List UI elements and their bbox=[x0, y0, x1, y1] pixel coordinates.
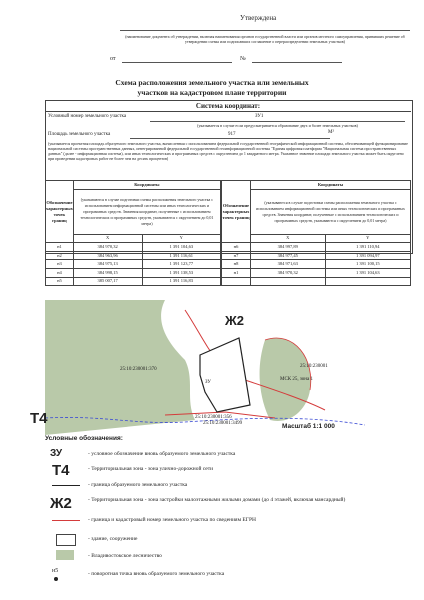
table-row: н4 384 998,15 1 391 138,53 bbox=[46, 268, 221, 277]
col-y: Y bbox=[142, 234, 220, 243]
legend-symbol-zh2: Ж2 bbox=[50, 495, 72, 512]
number-line bbox=[252, 62, 342, 63]
legend-item: - граница образуемого земельного участка bbox=[88, 482, 188, 488]
doc-title-line1: Схема расположения земельного участка или земельных bbox=[115, 78, 309, 87]
cadastral-number-3: 25:10:230001:3499 bbox=[203, 421, 243, 426]
cadastral-number-2: 25:10:230001:356 bbox=[195, 415, 232, 420]
table-row: н6 384 997,89 1 391 110,94 bbox=[222, 243, 411, 252]
table-row: н7 384 977,45 1 391 094,97 bbox=[222, 251, 411, 260]
parcel-border-symbol bbox=[52, 485, 80, 486]
legend-item: - Территориальная зона - зона застройки малоэтажными жилыми домами (до 4 этажей, включая мансардный) bbox=[88, 497, 346, 503]
col-x: X bbox=[251, 234, 326, 243]
area-label: Площадь земельного участка bbox=[48, 132, 111, 137]
legend-item: - поворотная точка вновь образуемого земельного участка bbox=[88, 571, 225, 577]
from-line bbox=[122, 62, 232, 63]
doc-title-line2: участков на кадастровом плане территории bbox=[137, 88, 287, 97]
col-point-header: Обозначение характерных точек границ bbox=[46, 181, 74, 243]
system-header: Система координат: bbox=[195, 102, 261, 110]
approval-line bbox=[120, 30, 410, 31]
legend-item: - граница и кадастровый номер земельного участка по сведениям ЕГРН bbox=[88, 517, 257, 523]
scale-label: Масштаб 1:1 000 bbox=[282, 423, 335, 430]
col-x: X bbox=[73, 234, 142, 243]
building-symbol bbox=[56, 534, 76, 546]
map-label-t4: Т4 bbox=[30, 410, 48, 427]
approval-note: (наименование документа об утверждении, включая наименования органов государственной власти или органов местного самоуправления, принявших решение об утверждении схемы или подписавших соглашение о перераспределении земельных участков) bbox=[125, 34, 405, 44]
legend-symbol-zu: ЗУ bbox=[50, 448, 63, 459]
parcel-label: Условный номер земельного участка bbox=[48, 114, 127, 119]
area-value: 917 bbox=[228, 132, 236, 137]
table-row bbox=[222, 277, 411, 286]
table-row: н2 384 963,96 1 391 116,61 bbox=[46, 251, 221, 260]
col-coords-header: Координаты bbox=[73, 181, 220, 190]
number-label: № bbox=[240, 56, 246, 62]
cadastral-map bbox=[45, 300, 365, 435]
table-row: н3 384 975,13 1 391 123,77 bbox=[46, 260, 221, 269]
table-row: н1 384 970,32 1 391 104,63 bbox=[46, 243, 221, 252]
parcel-zu-polygon bbox=[200, 338, 250, 412]
legend-item: - здание, сооружение bbox=[88, 536, 138, 542]
from-label: от bbox=[110, 56, 116, 62]
quarter-number: 25:10:230001 bbox=[300, 364, 328, 369]
parcel-note: (указывается в случае если предусматривается образование двух и более земельных участков) bbox=[197, 123, 358, 128]
forest-symbol bbox=[56, 550, 74, 560]
col-coords-header: Координаты bbox=[251, 181, 411, 190]
egrn-border-symbol bbox=[52, 520, 80, 521]
legend-symbol-point: н5 bbox=[52, 568, 59, 574]
map-label-zh2: Ж2 bbox=[225, 313, 244, 328]
legend-symbol-t4: Т4 bbox=[52, 462, 70, 479]
legend-item: - Территориальная зона - зона улично-дорожной сети bbox=[88, 466, 214, 472]
col-desc: (указываются в случае подготовки схемы расположения земельного участка с использованием информационной системы или иных технологических и программных средств. Значения координат, полученные с использованием технологических и программных средств, указываются с округлением до 0,01 метра) bbox=[73, 189, 220, 234]
legend-item: - Владивостокское лесничество bbox=[88, 553, 162, 559]
table-row: н1 384 970,32 1 391 104,63 bbox=[222, 268, 411, 277]
col-desc: (указываются в случае подготовки схемы расположения земельного участка с использованием информационной системы или иных технологических и программных средств. Значения координат, полученные с использованием технологических и программных средств, указываются с округлением до 0,01 метра) bbox=[251, 189, 411, 234]
area-note: (указывается проектная площадь образуемого земельного участка, вычисленная с использованием федеральной государственной географической информационной системы, обеспечивающей функционирование национальной системы пространственных данных, интегрированной федеральной государственной геоинформационной системы "Единая цифровая платформа "Национальная система пространственных данных" (далее - информационная система), или иных технологических и программных средств с округлением до 1 квадратного метра. Указанное значение площади земельного участка может быть округлено при проведении кадастровых работ не более чем на десять процентов) bbox=[48, 141, 408, 161]
coords-table-left bbox=[45, 180, 221, 286]
cadastral-number-1: 25:10:230001:370 bbox=[120, 367, 157, 372]
col-point-header: Обозначение характерных точек границ bbox=[222, 181, 251, 243]
turn-point-icon bbox=[54, 577, 58, 581]
coords-table-right bbox=[221, 180, 411, 286]
map-label-zu: ЗУ bbox=[205, 380, 211, 385]
legend-item: - условное обозначение вновь образуемого земельного участка bbox=[88, 451, 236, 457]
col-y: Y bbox=[325, 234, 410, 243]
parcel-value: ЗУ1 bbox=[255, 114, 264, 119]
msk-label: МСК 25, зона 1 bbox=[280, 377, 313, 382]
area-unit: М² bbox=[328, 130, 334, 135]
approval-title: Утверждена bbox=[240, 14, 277, 22]
table-row: н8 384 971,63 1 391 100,15 bbox=[222, 260, 411, 269]
table-row: н5 385 007,17 1 391 116,83 bbox=[46, 277, 221, 286]
legend-title: Условные обозначения: bbox=[45, 435, 123, 442]
